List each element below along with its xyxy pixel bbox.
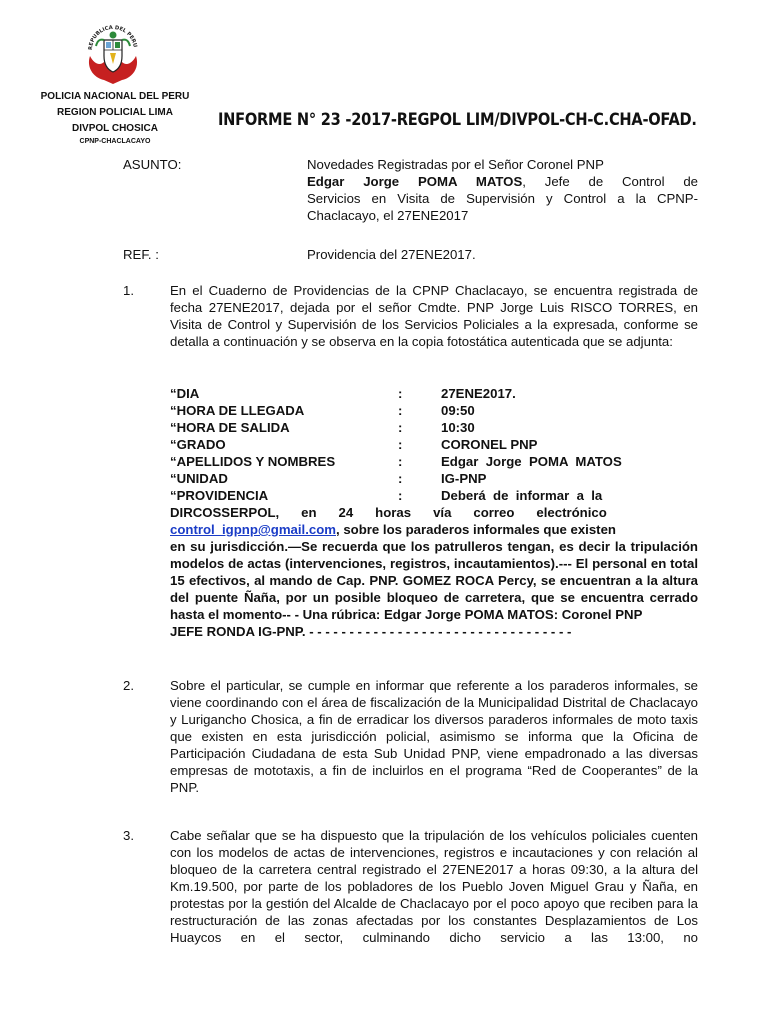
asunto-line-2: , Jefe de Control de xyxy=(522,174,698,189)
field-row: “PROVIDENCIA : Deberá de informar a la xyxy=(170,488,603,503)
field-row: “UNIDAD : IG-PNP xyxy=(170,471,487,486)
crest-text: REPUBLICA DEL PERU xyxy=(87,24,138,51)
asunto-line-1: Novedades Registradas por el Señor Coronel PNP xyxy=(307,157,604,172)
org-line-2: REGION POLICIAL LIMA xyxy=(57,107,173,118)
org-line-4: CPNP-CHACLACAYO xyxy=(79,138,151,145)
document-title: INFORME N° 23 -2017-REGPOL LIM/DIVPOL-CH-C.CHA-OFAD. xyxy=(218,110,697,130)
paragraph-2-text: Sobre el particular, se cumple en informar que referente a los paraderos informales, se viene coordinando con el área de fiscalización de la Municipalidad Distrital de Chaclacayo y Lurigancho Chosica, a fin de erradicar los diversos paraderos informales de moto taxis que existen en esta jurisdicción policial, asimismo se informa que la Oficina de Participación Ciudadana de esta Sub Unidad PNP, viene empadronado a las diversas empresas de mototaxis, a fin de incluirlos en el programa “Red de Cooperantes” de la PNP. xyxy=(170,678,698,795)
email-link[interactable]: control_igpnp@gmail.com xyxy=(170,522,336,537)
paragraph-2-number: 2. xyxy=(123,678,134,693)
asunto-line-4: Chaclacayo, el 27ENE2017 xyxy=(307,208,469,223)
field-row: “APELLIDOS Y NOMBRES : Edgar Jorge POMA MATOS xyxy=(170,454,622,469)
field-row: “GRADO : CORONEL PNP xyxy=(170,437,538,452)
asunto-text xyxy=(307,156,698,224)
paragraph-1-text: En el Cuaderno de Providencias de la CPNP Chaclacayo, se encuentra registrada de fecha 27ENE2017, dejada por el señor Cmdte. PNP Jorge Luis RISCO TORRES, en Visita de Control y Supervisión de los Servicios Policiales a la expresada, conforme se detalla a continuación y se observa en la copia fotostática autenticada que se adjunta: xyxy=(170,283,698,349)
asunto-label: ASUNTO: xyxy=(123,157,182,172)
visit-details xyxy=(170,385,698,640)
organization-header xyxy=(20,89,210,146)
peru-coat-of-arms-icon xyxy=(82,16,144,86)
asunto-line-3: Servicios en Visita de Supervisión y Control a la CPNP- xyxy=(307,191,698,206)
org-line-1: POLICIA NACIONAL DEL PERU xyxy=(40,91,190,102)
paragraph-3-text: Cabe señalar que se ha dispuesto que la tripulación de los vehículos policiales cuenten con los modelos de actas de intervenciones, registros e incautaciones y con relación al bloqueo de la carretera central registrado el 27ENE2017 a horas 09:30, a la altura del Km.19.500, por parte de los pobladores de los Pueblo Joven Miguel Grau y Ñaña, en protestas por la gestión del Alcalde de Chaclacayo por el poco apoyo que reciben para la restructuración de las zonas afectadas por los constantes Desplazamientos de Los Huaycos en el sector, culminando dicho servicio a las 13:00, no xyxy=(170,828,698,945)
field-row: “HORA DE SALIDA : 10:30 xyxy=(170,420,475,435)
asunto-name: Edgar Jorge POMA MATOS xyxy=(307,174,523,189)
providencia-line-1: DIRCOSSERPOL, en 24 horas vía correo electrónico xyxy=(170,505,607,520)
ref-label: REF. : xyxy=(123,247,159,262)
paragraph-1-number: 1. xyxy=(123,283,134,298)
providencia-text xyxy=(170,504,698,640)
org-line-3: DIVPOL CHOSICA xyxy=(72,123,158,134)
providencia-last: JEFE RONDA IG-PNP. - - - - - - - - - - - - - - - - - - - - - - - - - - - - - - - - - xyxy=(170,624,572,639)
providencia-line-2: , sobre los paraderos informales que existen xyxy=(336,522,616,537)
field-row: “DIA : 27ENE2017. xyxy=(170,386,516,401)
ref-text: Providencia del 27ENE2017. xyxy=(307,247,476,262)
paragraph-3-number: 3. xyxy=(123,828,134,843)
providencia-body: en su jurisdicción.—Se recuerda que los patrulleros tengan, es decir la tripulación modelos de actas (intervenciones, registros, incautamientos).--- El personal en total 15 efectivos, al mando de Cap. PNP. GOMEZ ROCA Percy, se encuentran a la altura del puente Ñaña, por un posible bloqueo de carretera, que se encuentra cerrado hasta el momento-- - Una rúbrica: Edgar Jorge POMA MATOS: Coronel PNP xyxy=(170,539,698,622)
field-row: “HORA DE LLEGADA : 09:50 xyxy=(170,403,475,418)
